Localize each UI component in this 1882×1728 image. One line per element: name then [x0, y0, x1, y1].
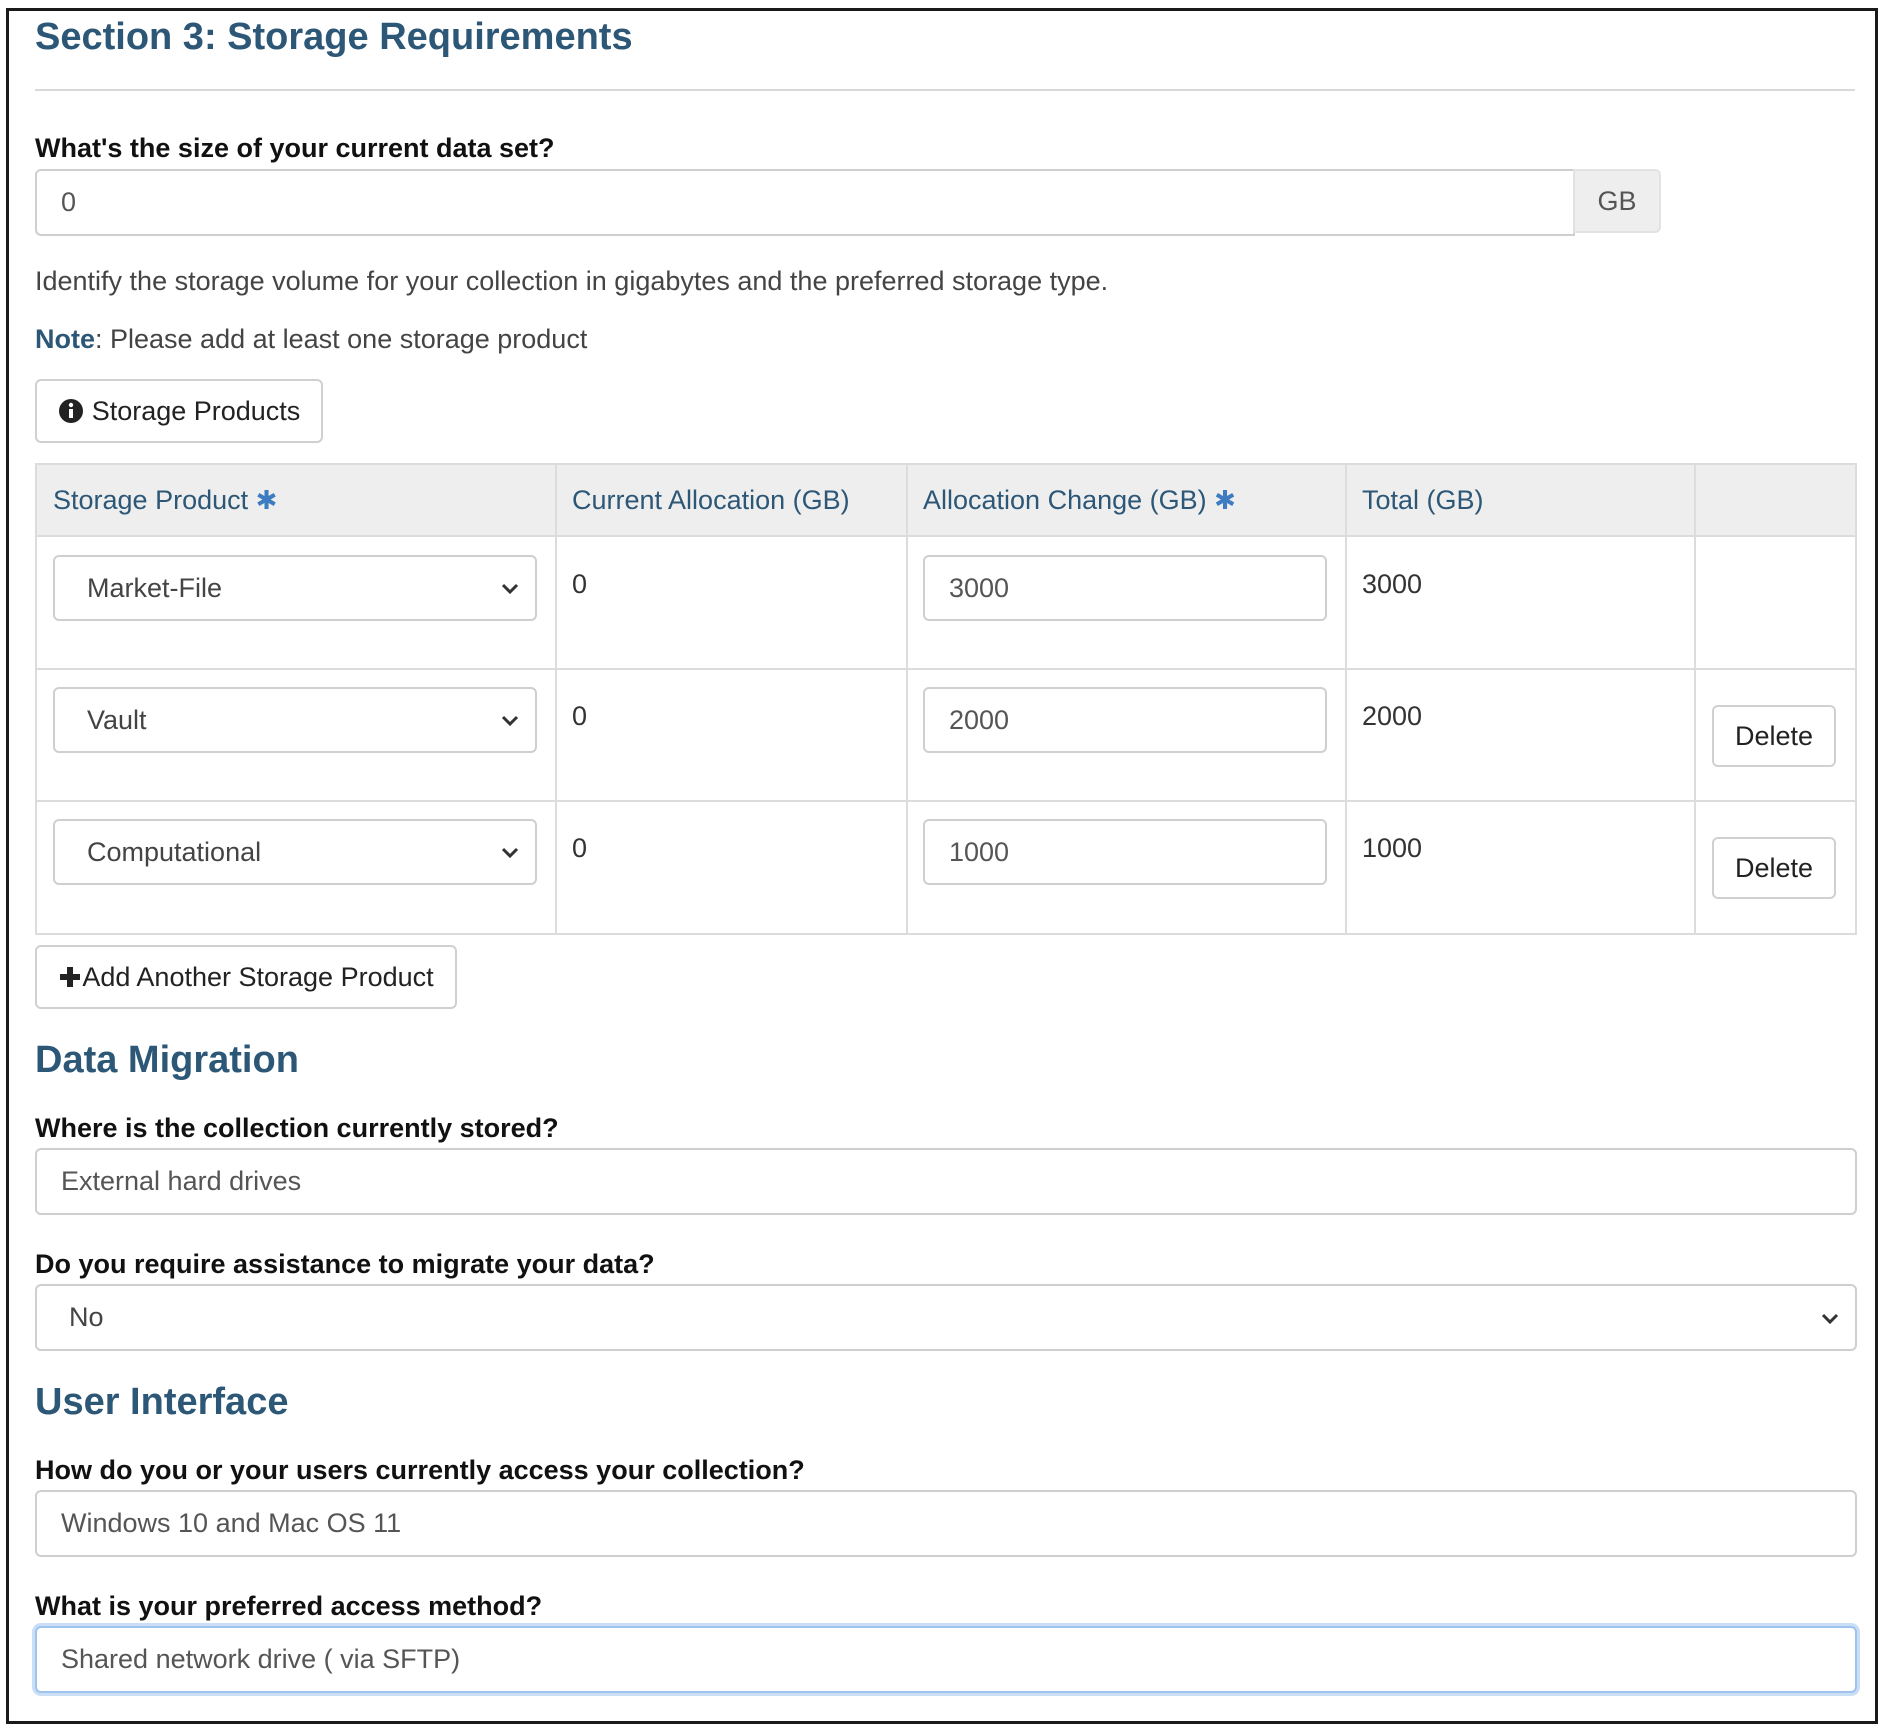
allocation-change-value: 1000 [949, 836, 1010, 867]
allocation-change-input[interactable] [923, 687, 1327, 753]
preferred-access-label: What is your preferred access method? [35, 1591, 543, 1621]
header-current-allocation: Current Allocation (GB) [572, 485, 850, 515]
plus-icon [58, 965, 82, 989]
allocation-change-input[interactable] [923, 555, 1327, 621]
help-text: Identify the storage volume for your collection in gigabytes and the preferred storage type. [35, 266, 1109, 296]
preferred-access-input[interactable] [35, 1626, 1857, 1693]
col-divider [906, 465, 908, 933]
header-storage-product-label: Storage Product [53, 485, 249, 515]
storage-product-value: Vault [87, 704, 147, 735]
add-storage-product-label: Add Another Storage Product [82, 961, 434, 992]
note-body: : Please add at least one storage product [95, 324, 588, 354]
asterisk-icon: ✱ [1214, 485, 1236, 515]
form-panel [6, 8, 1878, 1724]
delete-row-button[interactable]: Delete [1712, 705, 1836, 767]
storage-table [35, 463, 1857, 935]
row-divider [37, 535, 1855, 537]
current-allocation-cell: 0 [572, 569, 588, 599]
storage-product-select[interactable] [53, 555, 537, 621]
col-divider [1694, 465, 1696, 933]
current-allocation-cell: 0 [572, 701, 588, 731]
note-text [35, 324, 587, 355]
storage-product-select[interactable] [53, 819, 537, 885]
chevron-down-icon [1819, 1307, 1841, 1329]
preferred-access-value: Shared network drive ( via SFTP) [61, 1644, 461, 1674]
divider [35, 89, 1855, 91]
chevron-down-icon [499, 709, 521, 731]
total-cell: 3000 [1362, 569, 1423, 599]
allocation-change-value: 2000 [949, 704, 1010, 735]
migration-assistance-label: Do you require assistance to migrate your data? [35, 1249, 655, 1279]
delete-row-button[interactable]: Delete [1712, 837, 1836, 899]
chevron-down-icon [499, 577, 521, 599]
allocation-change-value: 3000 [949, 572, 1010, 603]
unit-addon: GB [1573, 169, 1661, 233]
storage-product-value: Market-File [87, 572, 223, 603]
asterisk-icon: ✱ [255, 485, 278, 515]
header-allocation-change [923, 485, 1236, 516]
current-access-value: Windows 10 and Mac OS 11 [61, 1508, 402, 1538]
dataset-size-label: What's the size of your current data set? [35, 133, 555, 163]
row-divider [37, 800, 1855, 802]
header-storage-product [53, 485, 277, 516]
stored-location-label: Where is the collection currently stored? [35, 1113, 559, 1143]
col-divider [555, 465, 557, 933]
dataset-size-value: 0 [61, 187, 77, 217]
storage-products-label: Storage Products [91, 395, 301, 426]
storage-products-button[interactable] [35, 379, 323, 443]
header-total: Total (GB) [1362, 485, 1484, 515]
info-circle-icon [58, 398, 84, 424]
add-storage-product-button[interactable] [35, 945, 457, 1009]
total-cell: 2000 [1362, 701, 1423, 731]
user-interface-title: User Interface [35, 1381, 289, 1423]
current-access-input[interactable] [35, 1490, 1857, 1557]
dataset-size-input[interactable] [35, 169, 1575, 236]
col-divider [1345, 465, 1347, 933]
stored-location-value: External hard drives [61, 1166, 302, 1196]
header-allocation-change-label: Allocation Change (GB) [923, 485, 1207, 515]
note-label: Note [35, 324, 95, 354]
current-allocation-cell: 0 [572, 833, 588, 863]
current-access-label: How do you or your users currently access your collection? [35, 1455, 805, 1485]
data-migration-title: Data Migration [35, 1039, 299, 1081]
section-title: Section 3: Storage Requirements [35, 16, 633, 58]
total-cell: 1000 [1362, 833, 1423, 863]
chevron-down-icon [499, 841, 521, 863]
migration-assistance-select[interactable] [35, 1284, 1857, 1351]
row-divider [37, 668, 1855, 670]
allocation-change-input[interactable] [923, 819, 1327, 885]
storage-product-select[interactable] [53, 687, 537, 753]
stored-location-input[interactable] [35, 1148, 1857, 1215]
migration-assistance-value: No [69, 1302, 104, 1332]
storage-product-value: Computational [87, 836, 262, 867]
